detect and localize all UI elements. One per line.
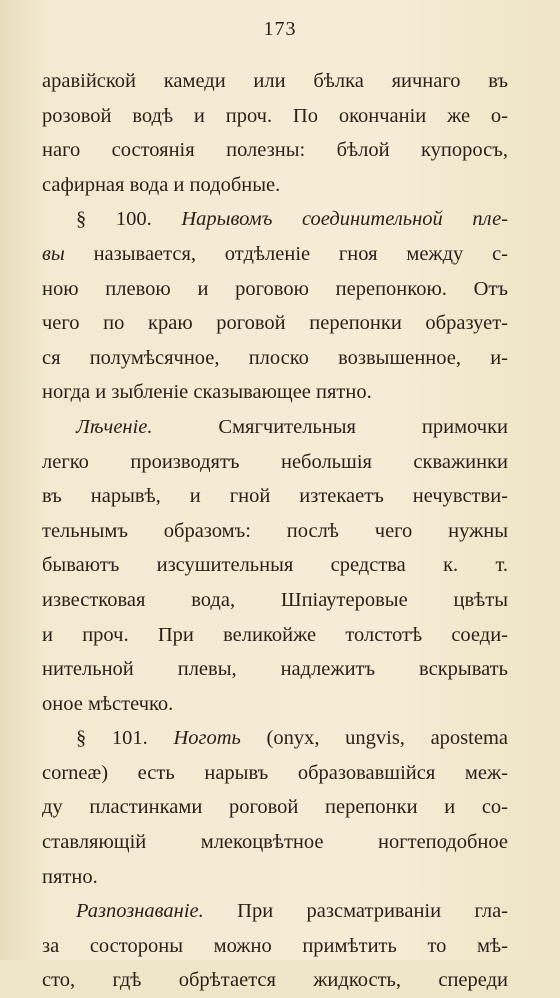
text-line: розовой водѣ и проч. По окончаніи же о-: [42, 104, 508, 127]
text-line: ногда и зыбленіе сказывающее пятно.: [42, 381, 372, 404]
subheading-italic: Разпознаваніе.: [76, 900, 204, 923]
text-line: известковая вода, Шпіаутеровые цвѣты: [42, 588, 508, 611]
text-line: corneæ) есть нарывъ образовавшійся меж-: [42, 761, 508, 784]
text-line: пятно.: [42, 865, 98, 888]
text-line: ною плевою и роговою перепонкою. Отъ: [42, 277, 508, 300]
paragraph-section-100: [42, 202, 508, 410]
text-line: Лѣченіе. Смягчительныя примочки: [76, 415, 508, 438]
term-italic: вы: [42, 242, 65, 265]
text-line: сто, гдѣ обрѣтается жидкость, спереди: [42, 969, 508, 992]
text-line: бываютъ изсушительныя средства к. т.: [42, 554, 508, 577]
text-line: ся полумѣсячное, плоско возвышенное, и-: [42, 346, 508, 369]
text-line: § 101. Ноготь (onyx, ungvis, apostema: [76, 727, 508, 750]
text-line: въ нарывѣ, и гной изтекаетъ нечувстви-: [42, 485, 508, 508]
body-text: [42, 64, 508, 998]
text-line: тельнымъ образомъ: послѣ чего нужны: [42, 519, 508, 542]
text-line: ду пластинками роговой перепонки и со-: [42, 796, 508, 819]
subheading-italic: Лѣченіе.: [76, 415, 153, 438]
paragraph-section-101: [42, 721, 508, 894]
term-italic: Нарывомъ соединительной пле-: [181, 208, 508, 231]
text-line: сафирная вода и подобные.: [42, 173, 281, 196]
text-line: за состороны можно примѣтить то мѣ-: [42, 934, 508, 957]
paragraph-continuation: [42, 64, 508, 202]
text-line: чего по краю роговой перепонки образует-: [42, 312, 508, 335]
text-line: вы называется, отдѣленіе гноя между с-: [42, 242, 508, 265]
paragraph-diagnosis: [42, 894, 508, 998]
text-line: и проч. При великойже толстотѣ соеди-: [42, 623, 508, 646]
text-line: Разпознаваніе. При разсматриваніи гла-: [76, 900, 508, 923]
page-number: 173: [263, 18, 297, 40]
text-line: [42, 202, 508, 237]
text-line: ставляющій млекоцвѣтное ногтеподобное: [42, 831, 508, 854]
text-line: наго состоянія полезны: бѣлой купоросъ,: [42, 139, 508, 162]
section-number: § 101.: [76, 727, 174, 750]
text-line: нительной плевы, надлежитъ вскрывать: [42, 658, 508, 681]
text-line: оное мѣстечко.: [42, 692, 174, 715]
paragraph-treatment: [42, 410, 508, 721]
term-italic: Ноготь: [173, 727, 241, 750]
text-line: легко производятъ небольшія скважинки: [42, 450, 508, 473]
section-number: § 100.: [76, 208, 182, 231]
text-line: аравійской камеди или бѣлка яичнаго въ: [42, 70, 508, 92]
